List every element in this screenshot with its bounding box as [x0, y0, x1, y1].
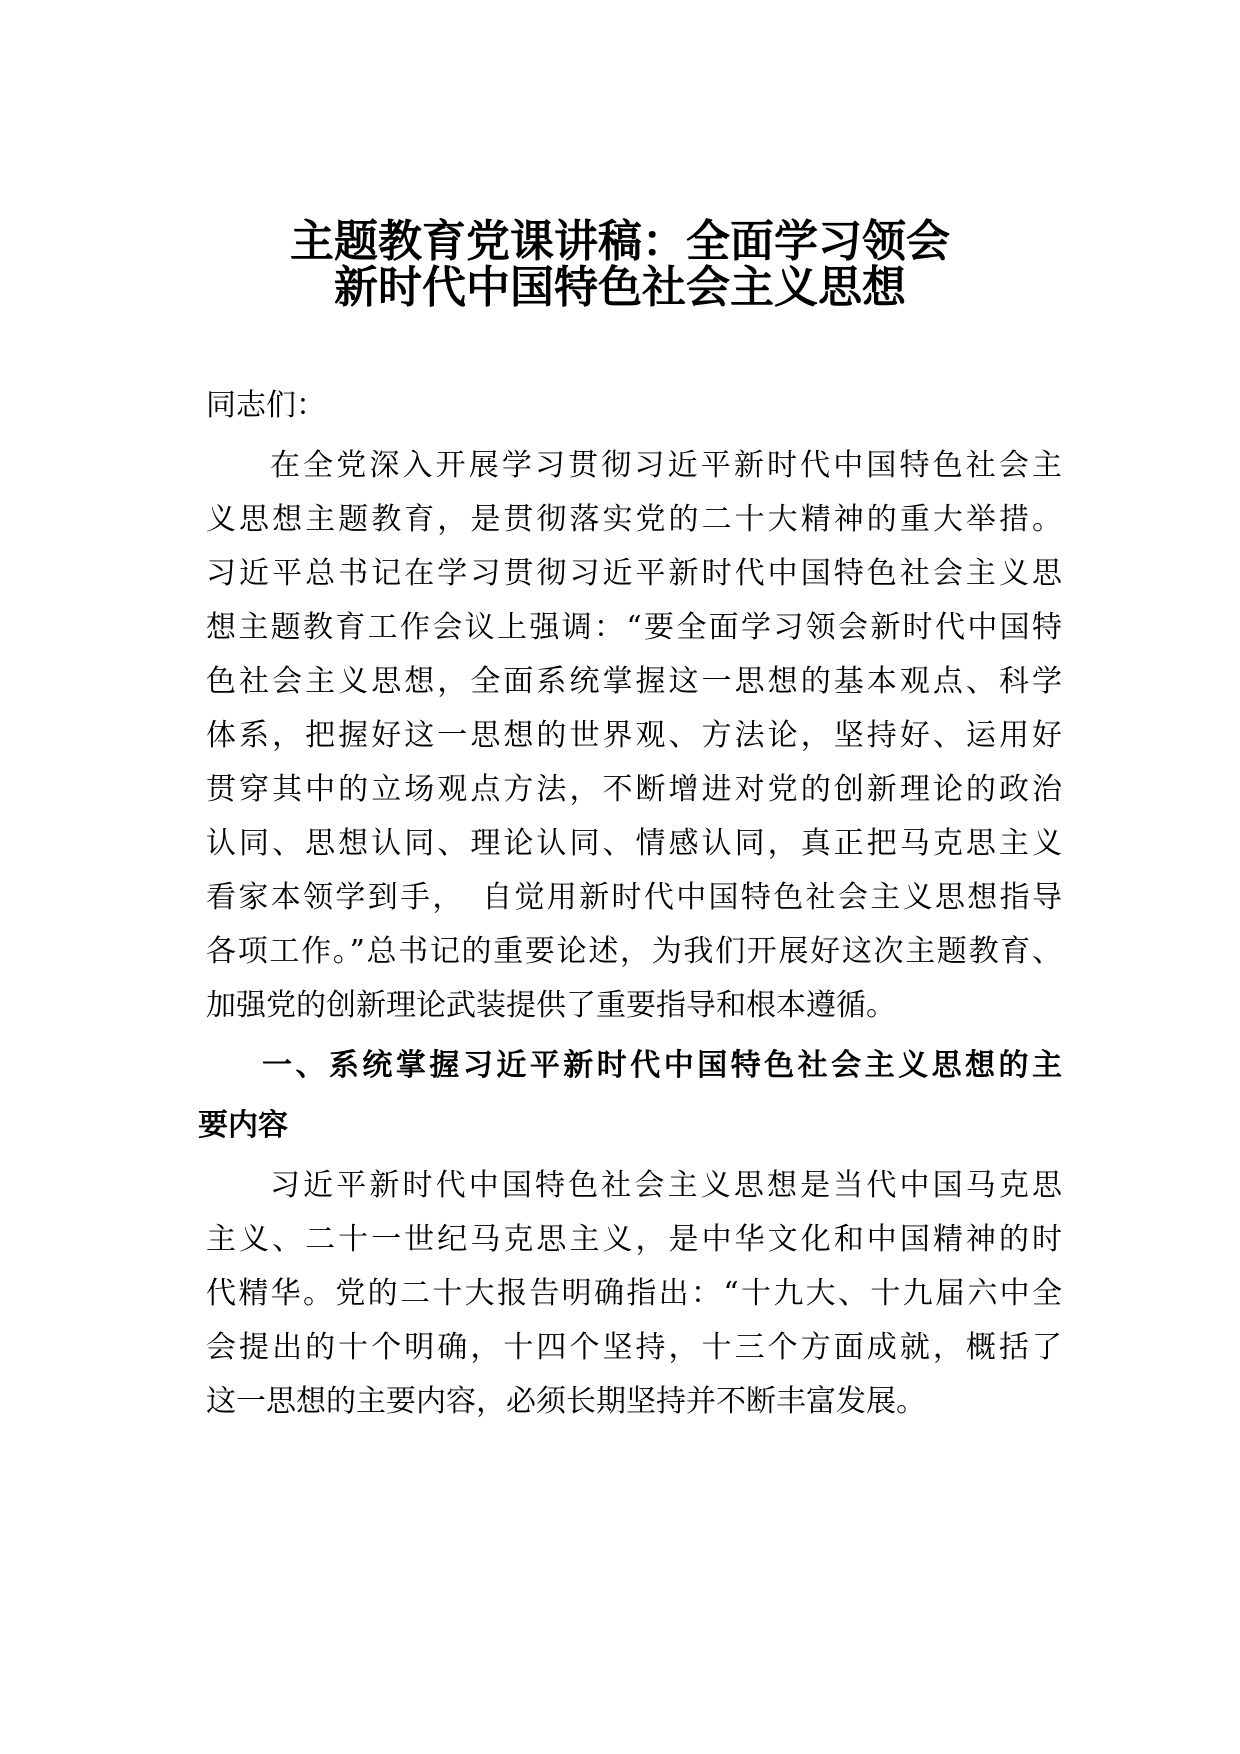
paragraph-1-line: 贯穿其中的立场观点方法，不断增进对党的创新理论的政治 [206, 772, 1062, 807]
paragraph-2-last-line: 这一思想的主要内容，必须长期坚持并不断丰富发展。 [206, 1384, 926, 1419]
paragraph-1-line: 义思想主题教育，是贯彻落实党的二十大精神的重大举措。 [206, 502, 1062, 537]
section-heading-1-line-2: 要内容 [198, 1108, 288, 1143]
paragraph-1-line: 想主题教育工作会议上强调：“要全面学习领会新时代中国特 [206, 610, 1062, 645]
paragraph-1-last-line: 加强党的创新理论武装提供了重要指导和根本遵循。 [206, 988, 896, 1023]
paragraph-2-line: 习近平新时代中国特色社会主义思想是当代中国马克思 [270, 1168, 1062, 1203]
document-title-line-2: 新时代中国特色社会主义思想 [334, 262, 906, 313]
paragraph-1-line: 认同、思想认同、理论认同、情感认同，真正把马克思主义 [206, 826, 1062, 861]
paragraph-2-line: 代精华。党的二十大报告明确指出：“十九大、十九届六中全 [206, 1276, 1062, 1311]
paragraph-1-line: 看家本领学到手， 自觉用新时代中国特色社会主义思想指导 [206, 880, 1062, 915]
paragraph-2-line: 主义、二十一世纪马克思主义，是中华文化和中国精神的时 [206, 1222, 1062, 1257]
paragraph-1-line: 色社会主义思想，全面系统掌握这一思想的基本观点、科学 [206, 664, 1062, 699]
salutation: 同志们： [206, 388, 326, 423]
document-title-line-1: 主题教育党课讲稿：全面学习领会 [290, 216, 950, 267]
paragraph-1-line: 在全党深入开展学习贯彻习近平新时代中国特色社会主 [270, 448, 1062, 483]
paragraph-1-line: 体系，把握好这一思想的世界观、方法论，坚持好、运用好 [206, 718, 1062, 753]
paragraph-2-line: 会提出的十个明确，十四个坚持，十三个方面成就，概括了 [206, 1330, 1062, 1365]
paragraph-1-line: 各项工作。”总书记的重要论述，为我们开展好这次主题教育、 [206, 934, 1062, 969]
section-heading-1-line-1: 一、系统掌握习近平新时代中国特色社会主义思想的主 [262, 1048, 1062, 1083]
paragraph-1-line: 习近平总书记在学习贯彻习近平新时代中国特色社会主义思 [206, 556, 1062, 591]
